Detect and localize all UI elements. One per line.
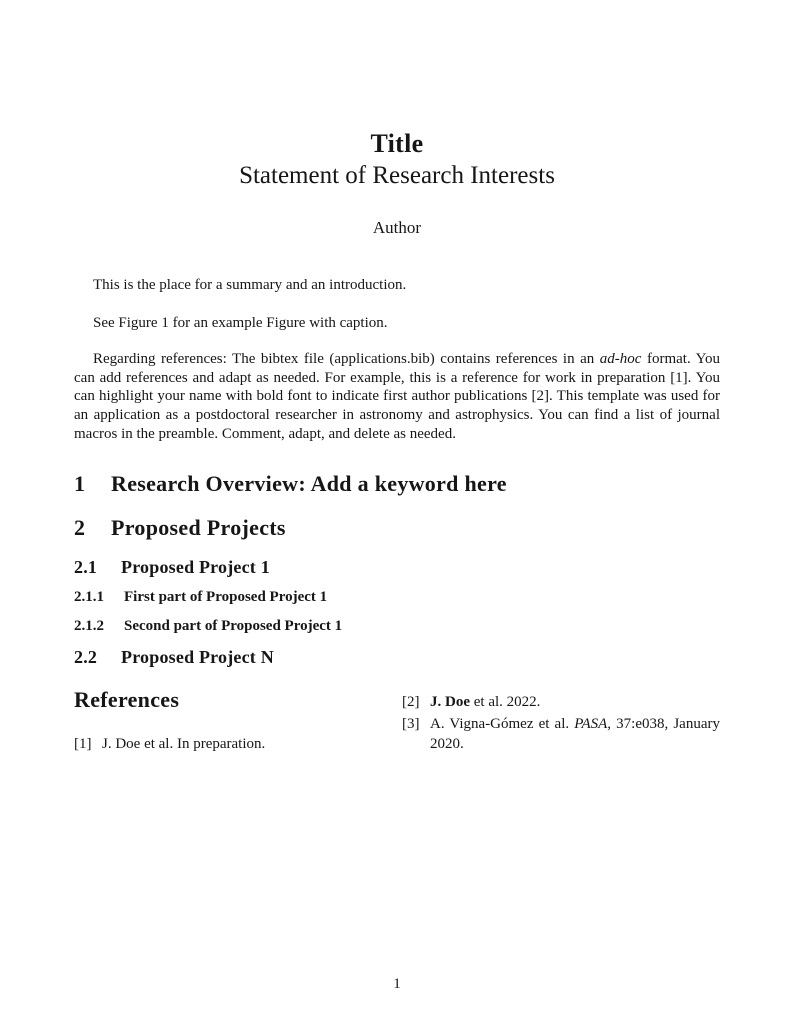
- references-column-left: [74, 687, 386, 754]
- reference-text: J. Doe et al. In preparation.: [102, 736, 266, 753]
- section-title: Proposed Project N: [121, 647, 274, 668]
- intro-paragraph-figure: See Figure 1 for an example Figure with caption.: [93, 314, 388, 331]
- references-heading: References: [74, 687, 180, 713]
- reference-label: [2]: [402, 694, 420, 711]
- subsection-heading-2-1: [74, 557, 720, 578]
- section-number: 2: [74, 515, 86, 541]
- intro-paragraph-references: Regarding references: The bibtex file (applications.bib) contains references in an ad-hoc format. You can add references and adapt as needed. For example, this is a reference for work in preparation [1]. You can highlight your name with bold font to indicate first author publications [2]. This template was used for an application as a postdoctoral researcher in astronomy and astrophysics. You can find a list of journal macros in the preamble. Comment, adapt, and delete as needed.: [74, 351, 720, 442]
- section-title: Research Overview: Add a keyword here: [111, 471, 507, 497]
- subsubsection-heading-2-1-1: [74, 588, 720, 606]
- document-subtitle: Statement of Research Interests: [239, 162, 555, 189]
- reference-item-3: [402, 714, 720, 754]
- author-name: Author: [372, 218, 422, 237]
- section-number: 2.1: [74, 557, 98, 578]
- section-number: 2.1.1: [74, 589, 104, 606]
- intro-paragraph-summary: This is the place for a summary and an introduction.: [93, 277, 407, 293]
- section-heading-2: [74, 515, 720, 541]
- references-section: [74, 687, 720, 754]
- section-title: Proposed Project 1: [121, 557, 270, 578]
- subsection-heading-2-2: [74, 647, 720, 668]
- reference-label: [3]: [402, 716, 420, 733]
- section-number: 2.2: [74, 647, 98, 668]
- section-title: Second part of Proposed Project 1: [124, 618, 343, 635]
- reference-label: [1]: [74, 736, 92, 753]
- page-number: 1: [393, 976, 401, 992]
- section-number: 1: [74, 471, 86, 497]
- reference-item-1: [74, 734, 386, 754]
- reference-text: J. Doe et al. 2022.: [430, 694, 541, 711]
- section-number: 2.1.2: [74, 618, 104, 635]
- reference-item-2: [402, 692, 720, 712]
- references-column-right: [402, 687, 720, 754]
- reference-text: A. Vigna-Gómez et al. PASA, 37:e038, January 2020.: [430, 716, 720, 753]
- section-title: Proposed Projects: [111, 515, 286, 541]
- document-title: Title: [370, 129, 424, 158]
- section-title: First part of Proposed Project 1: [124, 589, 328, 606]
- section-heading-1: [74, 471, 720, 497]
- subsubsection-heading-2-1-2: [74, 617, 720, 635]
